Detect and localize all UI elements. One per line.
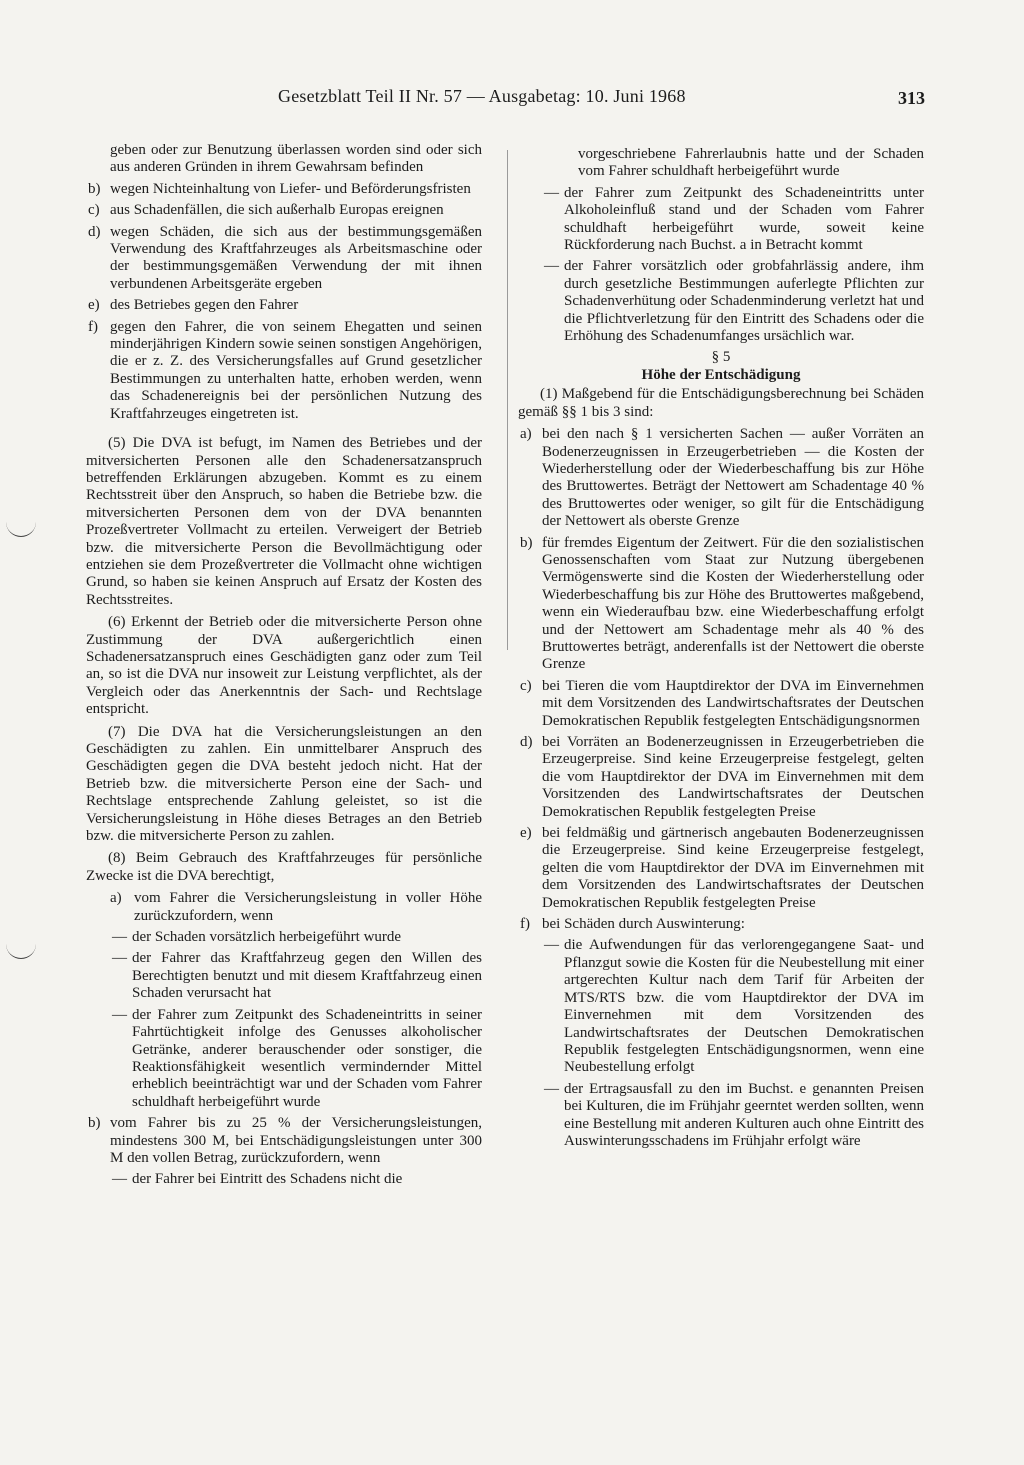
header-title: Gesetzblatt Teil II Nr. 57 — Ausgabetag: 10. Juni 1968 [278, 86, 686, 106]
section-title: Höhe der Entschädigung [641, 366, 801, 383]
paragraph-8: (8) Beim Gebrauch des Kraftfahrzeuges für persönliche Zwecke ist die DVA berechtigt, [86, 850, 482, 884]
list-item: a) bei den nach § 1 versicherten Sachen — außer Vorräten an Bodenerzeugnissen in Erzeugerbetrieben — die Kosten der Wiederherstellung oder der Wiederbeschaffung bis zur Höhe des Bruttowertes. Beträgt der Nettowert am Schadentage 40 % des Bruttowertes oder weniger, so gilt für die Entschädigung der Nettowert als oberste Grenze [520, 426, 924, 530]
list-item: a) vom Fahrer die Versicherungsleistung in voller Höhe zurückzufordern, wenn [110, 890, 482, 924]
margin-mark-2 [6, 944, 36, 959]
dash-item: — der Fahrer das Kraftfahrzeug gegen den Willen des Berechtigten benutzt und mit diesem Kraftfahrzeug einen Schaden verursacht hat [112, 950, 482, 1002]
list-item: d) wegen Schäden, die sich aus der bestimmungsgemäßen Verwendung des Kraftfahrzeuges als Arbeitsmaschine oder der bestimmungsgemäßen Verwendung der mit ihnen verbundenen Arbeitsgeräte ergeben [88, 223, 482, 292]
paragraph-6: (6) Erkennt der Betrieb oder die mitversicherte Person ohne Zustimmung der DVA außergerichtlich einen Schadenersatzanspruch eines Geschädigten ganz oder zum Teil an, so ist die DVA nur insoweit zur Leistung verpflichtet, als der Vergleich oder das Anerkenntnis der Sach- und Rechtslage entspricht. [86, 614, 482, 718]
paragraph-7: (7) Die DVA hat die Versicherungsleistungen an den Geschädigten zu zahlen. Ein unmittelbarer Anspruch des Geschädigten gegen die DVA besteht jedoch nicht. Hat der Betrieb bzw. die mitversicherte Person eine der Sach- und Rechtslage entsprechende Zahlung geleistet, so ist die Versicherungsleistung in Höhe dieses Betrages an den Betrieb bzw. die mitversicherte Person zu zahlen. [86, 723, 482, 845]
list-item: f) bei Schäden durch Auswinterung: [520, 916, 745, 933]
paragraph-1: (1) Maßgebend für die Entschädigungsberechnung bei Schäden gemäß §§ 1 bis 3 sind: [518, 386, 924, 420]
page-number: 313 [898, 88, 925, 108]
list-item: e) des Betriebes gegen den Fahrer [88, 297, 299, 314]
list-item: f) gegen den Fahrer, die von seinem Ehegatten und seinen minderjährigen Kindern sowie seinen sonstigen Angehörigen, die er z. Z. des Versicherungsfalles auf Grund gesetzlicher Bestimmungen zu unterhalten hatte, erhoben werden, wenn das Schadenereignis bei der persönlichen Nutzung des Kraftfahrzeuges eingetreten ist. [88, 318, 482, 422]
dash-item: — der Schaden vorsätzlich herbeigeführt wurde [112, 929, 402, 946]
column-divider [507, 150, 508, 650]
list-item: e) bei feldmäßig und gärtnerisch angebauten Bodenerzeugnissen die Erzeugerpreise. Sind keine Erzeugerpreise festgelegt, gelten die vom Hauptdirektor der DVA im Einvernehmen mit dem Vorsitzenden des Landwirtschaftsrates der Deutschen Demokratischen Republik festgelegten Preise [520, 825, 924, 911]
list-item: c) aus Schadenfällen, die sich außerhalb Europas ereignen [88, 202, 444, 219]
list-item: d) bei Vorräten an Bodenerzeugnissen in Erzeugerbetrieben die Erzeugerpreise. Sind keine Erzeugerpreise festgelegt, gelten die vom Hauptdirektor der DVA im Einvernehmen mit dem Vorsitzenden des Landwirtschaftsrates der Deutschen Demokratischen Republik festgelegten Preise [520, 734, 924, 820]
section-number: § 5 [711, 349, 731, 366]
dash-item: — die Aufwendungen für das verlorengegangene Saat- und Pflanzgut sowie die Kosten für die Neubestellung mit einer artgerechten Kultur nach dem Tarif für Arbeiten der MTS/RTS bzw. die vom Hauptdirektor der DVA im Einvernehmen mit dem Vorsitzenden des Landwirtschaftsrates der Deutschen Demokratischen Republik festgelegten Entschädigungsnormen, wenn eine Neubestellung erfolgt [544, 937, 924, 1076]
paragraph-5: (5) Die DVA ist befugt, im Namen des Betriebes und der mitversicherten Personen alle den Schadenersatzanspruch betreffenden Erklärungen abzugeben. Kommt es zu einem Rechtsstreit über den Anspruch, so haben die Betriebe bzw. die mitversicherten Personen dem von der DVA benannten Prozeßvertreter Vollmacht zu erteilen. Verweigert der Betrieb bzw. die mitversicherte Person die Bevollmächtigung oder entziehen sie dem Prozeßvertreter die Vollmacht ohne wichtigen Grund, so haben sie keinen Anspruch auf Ersatz der Kosten des Rechtsstreites. [86, 435, 482, 608]
dash-item: — der Fahrer zum Zeitpunkt des Schadeneintritts unter Alkoholeinfluß stand und der Schaden vom Fahrer schuldhaft herbeigeführt wurde, soweit keine Rückforderung nach Buchst. a in Betracht kommt [544, 184, 924, 254]
list-item: b) vom Fahrer bis zu 25 % der Versicherungsleistungen, mindestens 300 M, bei Entschädigungsleistungen unter 300 M den vollen Betrag, zurückzufordern, wenn [88, 1115, 482, 1166]
page-header [0, 86, 1024, 114]
dash-item: — der Fahrer bei Eintritt des Schadens nicht die [112, 1171, 403, 1188]
list-item: b) wegen Nichteinhaltung von Liefer- und Beförderungsfristen [88, 180, 471, 197]
left-column [86, 142, 482, 1193]
dash-item: — der Ertragsausfall zu den im Buchst. e genannten Preisen bei Kulturen, die im Frühjahr geerntet werden sollten, wenn eine Bestellung mit anderen Kulturen auch ohne Eintritt des Auswinterungsschadens im Frühjahr erfolgt wäre [544, 1080, 924, 1149]
left-continuation: geben oder zur Benutzung überlassen worden sind oder sich aus anderen Gründen in ihrem Gewahrsam befinden [110, 142, 482, 176]
dash-item: — der Fahrer zum Zeitpunkt des Schadeneintritts in seiner Fahrtüchtigkeit infolge des Genusses alkoholischer Getränke, anderer berauschender oder sonstiger, die Reaktionsfähigkeit wesentlich vermindernder Mittel erheblich beeinträchtigt war und der Schaden vom Fahrer schuldhaft herbeigeführt wurde [112, 1006, 482, 1110]
margin-mark-1 [6, 522, 36, 537]
dash-item: — der Fahrer vorsätzlich oder grobfahrlässig andere, ihm durch gesetzliche Bestimmungen auferlegte Pflichten zur Schadenverhütung oder Schadenminderung verletzt hat und die Pflichtverletzung für den Eintritt des Schadens oder die Erhöhung des Schadenumfanges ursächlich war. [544, 258, 924, 345]
right-continuation: vorgeschriebene Fahrerlaubnis hatte und der Schaden vom Fahrer schuldhaft herbeigeführt wurde [578, 146, 924, 180]
list-item: c) bei Tieren die vom Hauptdirektor der DVA im Einvernehmen mit dem Vorsitzenden des Landwirtschaftsrates der Deutschen Demokratischen Republik festgelegten Entschädigungsnormen [520, 677, 924, 729]
list-item: b) für fremdes Eigentum der Zeitwert. Für die den sozialistischen Genossenschaften vom Staat zur Nutzung übergebenen Vermögenswerte sind die Kosten der Wiederherstellung oder Wiederbeschaffung bis zur Höhe des Bruttowertes maßgebend, wenn ein Wiederaufbau bzw. eine Wiederbeschaffung erfolgt und der Nettowert am Schadentage mehr als 40 % des Bruttowertes beträgt, anderenfalls ist der Nettowert die oberste Grenze [520, 534, 924, 673]
right-column [518, 146, 924, 1154]
